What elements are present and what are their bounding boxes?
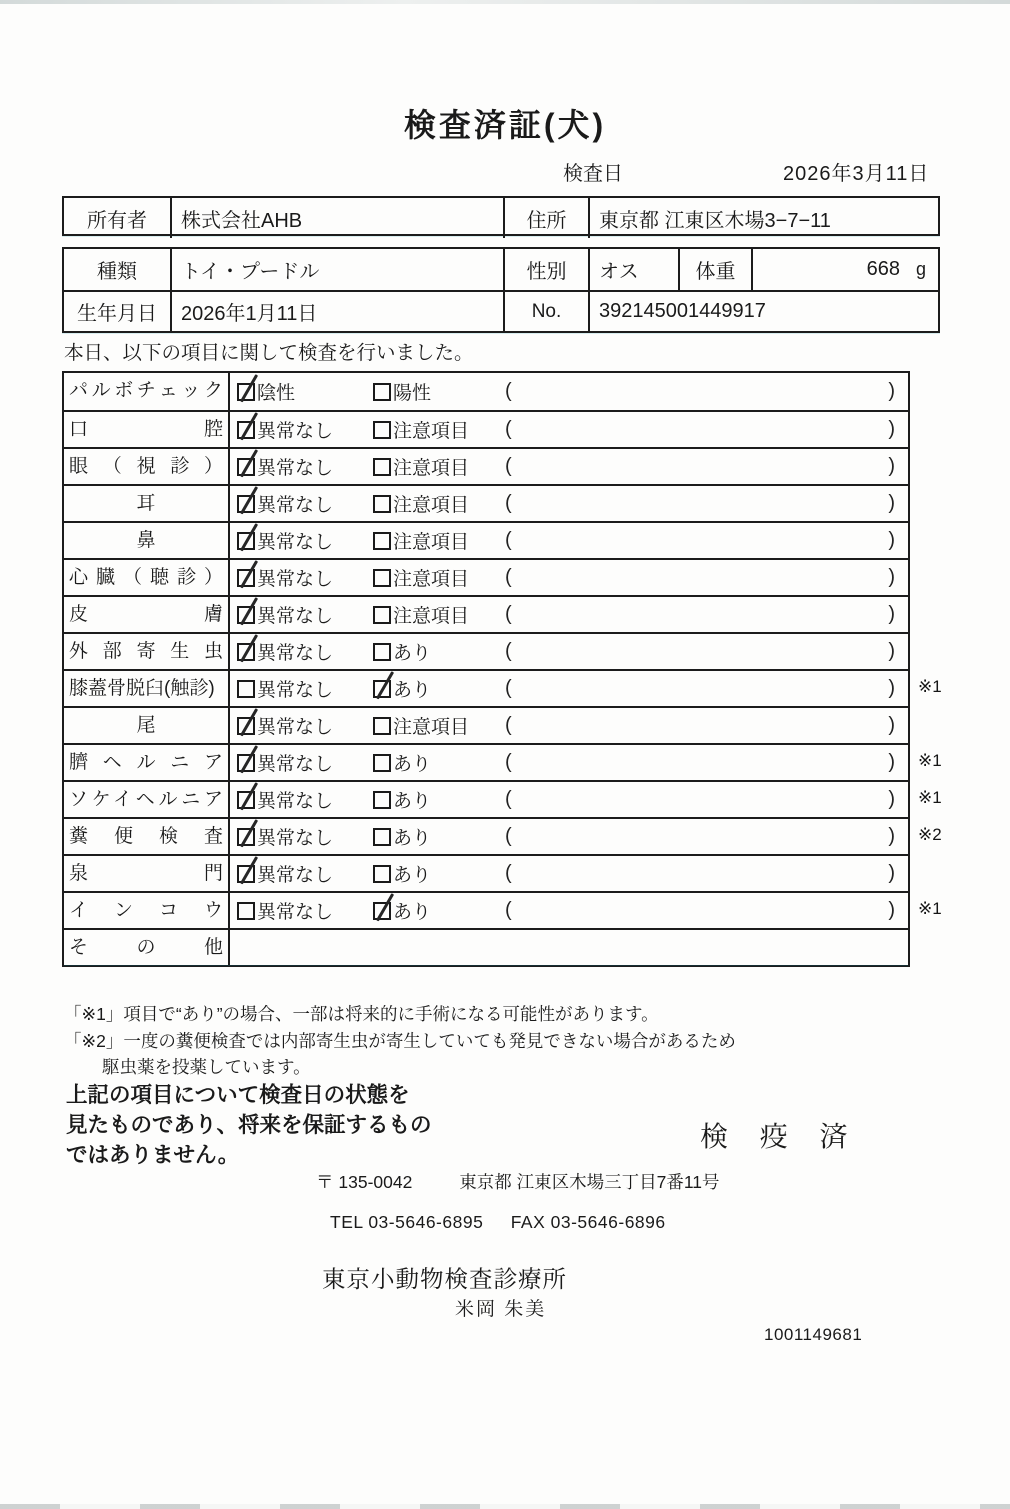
checklist-row: [64, 780, 942, 817]
option2-group: [373, 749, 505, 776]
weight-label: 体重: [678, 249, 751, 290]
paren-open: (: [505, 418, 512, 440]
clinic-tel-fax: [330, 1212, 666, 1233]
option2-checkbox: [373, 828, 391, 846]
remarks-parentheses: [505, 751, 908, 774]
option1-checkbox: [237, 383, 255, 401]
footnotes-block: [64, 1001, 736, 1081]
postal-code: 135-0042: [338, 1172, 413, 1192]
birthdate-label: 生年月日: [77, 303, 157, 325]
option2-group: [373, 527, 505, 554]
checklist-table: [62, 371, 942, 967]
checklist-item-label: 耳: [64, 486, 230, 521]
option1-label: 異常なし: [257, 828, 334, 849]
remarks-parentheses: [505, 714, 908, 737]
birth-no-row: [64, 290, 938, 331]
paren-open: (: [505, 751, 512, 773]
option1-checkbox: [237, 569, 255, 587]
checklist-row: [64, 558, 908, 595]
checklist-row: [64, 743, 942, 780]
paren-close: ): [888, 677, 895, 699]
option1-group: [237, 416, 373, 443]
no-value: 392145001449917: [588, 292, 938, 331]
option1-checkbox: [237, 458, 255, 476]
option2-checkbox: [373, 383, 391, 401]
option2-label: あり: [393, 754, 432, 775]
option2-label: あり: [393, 643, 432, 664]
option1-label: 異常なし: [257, 902, 334, 923]
option1-label: 異常なし: [257, 569, 334, 590]
option1-checkbox: [237, 421, 255, 439]
paren-open: (: [505, 455, 512, 477]
remarks-parentheses: [505, 418, 908, 441]
checklist-row-content: [230, 412, 908, 447]
checklist-row: [64, 410, 908, 447]
checklist-item-label: ソケイヘルニア: [64, 782, 230, 817]
reference-mark: ※2: [918, 825, 942, 844]
paren-open: (: [505, 899, 512, 921]
paren-open: (: [505, 788, 512, 810]
paren-open: (: [505, 862, 512, 884]
serial-number: 1001149681: [764, 1325, 863, 1344]
checklist-row: [64, 928, 908, 965]
option1-label: 異常なし: [257, 458, 334, 479]
scan-artifact-top-edge: [0, 0, 1010, 4]
checklist-item-label: 皮膚: [64, 597, 230, 632]
option1-group: [237, 786, 373, 813]
paren-open: (: [505, 603, 512, 625]
owner-row: [64, 198, 938, 238]
option1-label: 異常なし: [257, 495, 334, 516]
tel-number: 03-5646-6895: [368, 1212, 484, 1232]
paren-open: (: [505, 566, 512, 588]
veterinarian-name: 米岡 朱美: [455, 1299, 547, 1320]
paren-close: ): [888, 640, 895, 662]
clinic-address: 東京都 江東区木場三丁目7番11号: [459, 1172, 720, 1192]
checklist-row: [64, 854, 908, 891]
checklist-row-content: [230, 486, 908, 521]
option2-checkbox: [373, 902, 391, 920]
option2-label: 注意項目: [393, 606, 470, 627]
option1-checkbox: [237, 680, 255, 698]
footnote-2: 「※2」一度の糞便検査では内部寄生虫が寄生していても発見できない場合があるため: [64, 1030, 736, 1051]
checklist-row-content: [230, 856, 908, 891]
checklist-row-content: [230, 782, 908, 817]
paren-close: ): [888, 380, 895, 402]
reference-mark: ※1: [918, 788, 942, 807]
option2-label: 注意項目: [393, 458, 470, 479]
reference-mark: ※1: [918, 899, 942, 918]
paren-open: (: [505, 677, 512, 699]
checklist-item-label: その他: [64, 930, 230, 965]
checklist-item-label: 鼻: [64, 523, 230, 558]
no-label: No.: [503, 292, 588, 331]
option2-checkbox: [373, 532, 391, 550]
option2-checkbox: [373, 421, 391, 439]
remarks-parentheses: [505, 899, 908, 922]
page-title: 検査済証(犬): [403, 107, 607, 143]
paren-open: (: [505, 380, 512, 402]
paren-open: (: [505, 640, 512, 662]
checklist-row-content: [230, 523, 908, 558]
option1-checkbox: [237, 495, 255, 513]
option2-checkbox: [373, 754, 391, 772]
option2-label: あり: [393, 865, 432, 886]
checklist-row-content: [230, 819, 908, 854]
remarks-parentheses: [505, 492, 908, 515]
remarks-parentheses: [505, 566, 908, 589]
checklist-row-content: [230, 560, 908, 595]
option2-label: 注意項目: [393, 532, 470, 553]
paren-close: ): [888, 862, 895, 884]
option2-label: あり: [393, 791, 432, 812]
birthdate-value: 2026年1月11日: [170, 292, 503, 331]
clinic-name: 東京小動物検査診療所: [322, 1266, 567, 1292]
sex-value: オス: [588, 249, 678, 290]
option1-label: 異常なし: [257, 680, 334, 701]
option2-checkbox: [373, 865, 391, 883]
checklist-item-label: 泉門: [64, 856, 230, 891]
remarks-parentheses: [505, 455, 908, 478]
disclaimer-line-2: 見たものであり、将来を保証するもの: [66, 1113, 432, 1137]
option1-checkbox: [237, 606, 255, 624]
checklist-row: [64, 484, 908, 521]
paren-close: ): [888, 455, 895, 477]
option2-group: [373, 712, 505, 739]
option1-group: [237, 749, 373, 776]
breed-label: 種類: [97, 261, 137, 283]
checklist-row: [64, 521, 908, 558]
option1-label: 異常なし: [257, 606, 334, 627]
checklist-item-label: 外部寄生虫: [64, 634, 230, 669]
option2-label: 注意項目: [393, 569, 470, 590]
option2-label: あり: [393, 828, 432, 849]
option2-label: 注意項目: [393, 421, 470, 442]
option1-checkbox: [237, 828, 255, 846]
reference-mark: ※1: [918, 677, 942, 696]
option2-group: [373, 564, 505, 591]
option1-checkbox: [237, 532, 255, 550]
option2-label: あり: [393, 902, 432, 923]
paren-close: ): [888, 788, 895, 810]
disclaimer-line-1: 上記の項目について検査日の状態を: [66, 1083, 410, 1107]
remarks-parentheses: [505, 825, 908, 848]
footnote-2-continued: 駆虫薬を投薬しています。: [102, 1057, 311, 1077]
postal-mark: 〒: [316, 1172, 334, 1192]
option1-group: [237, 675, 373, 702]
checklist-row-content: [230, 373, 908, 410]
remarks-parentheses: [505, 677, 908, 700]
paren-close: ): [888, 566, 895, 588]
checklist-row-content: [230, 449, 908, 484]
option1-label: 異常なし: [257, 717, 334, 738]
option2-group: [373, 378, 505, 405]
checklist-row-content: [230, 671, 908, 706]
option2-label: 注意項目: [393, 495, 470, 516]
remarks-parentheses: [505, 529, 908, 552]
owner-table: [62, 196, 940, 236]
remarks-parentheses: [505, 603, 908, 626]
paren-close: ): [888, 418, 895, 440]
checklist-row-content: [230, 708, 908, 743]
paren-close: ): [888, 492, 895, 514]
quarantine-passed-stamp: 検 疫 済: [700, 1121, 860, 1152]
inspection-date-value: 2026年3月11日: [783, 163, 930, 185]
option2-label: 注意項目: [393, 717, 470, 738]
address-value: 東京都 江東区木場3−7−11: [588, 198, 938, 238]
reference-mark: ※1: [918, 751, 942, 770]
option1-group: [237, 453, 373, 480]
tel-label: TEL: [330, 1212, 363, 1232]
option2-group: [373, 675, 505, 702]
checklist-item-label: パルボチェック: [64, 373, 230, 410]
remarks-parentheses: [505, 788, 908, 811]
option2-group: [373, 897, 505, 924]
option1-checkbox: [237, 754, 255, 772]
option2-checkbox: [373, 569, 391, 587]
owner-label: 所有者: [87, 209, 147, 232]
option2-group: [373, 638, 505, 665]
option1-group: [237, 490, 373, 517]
sex-label: 性別: [503, 249, 588, 290]
option2-group: [373, 786, 505, 813]
fax-label: FAX: [510, 1212, 546, 1232]
option1-label: 陰性: [257, 383, 296, 404]
checklist-row-content: [230, 893, 908, 928]
option1-checkbox: [237, 643, 255, 661]
checklist-row: [64, 632, 908, 669]
checklist-item-label: 尾: [64, 708, 230, 743]
remarks-parentheses: [505, 640, 908, 663]
checklist-item-label: 口腔: [64, 412, 230, 447]
option1-group: [237, 897, 373, 924]
paren-open: (: [505, 492, 512, 514]
option2-checkbox: [373, 606, 391, 624]
checklist-row: [64, 447, 908, 484]
option1-label: 異常なし: [257, 643, 334, 664]
paren-close: ): [888, 529, 895, 551]
remarks-parentheses: [505, 862, 908, 885]
option2-label: あり: [393, 680, 432, 701]
option2-checkbox: [373, 458, 391, 476]
option1-checkbox: [237, 717, 255, 735]
animal-info-table: [62, 247, 940, 333]
option1-group: [237, 527, 373, 554]
option1-checkbox: [237, 902, 255, 920]
option1-label: 異常なし: [257, 754, 334, 775]
checklist-row: [64, 891, 942, 928]
paren-close: ): [888, 714, 895, 736]
option2-checkbox: [373, 680, 391, 698]
disclaimer-line-3: ではありません。: [66, 1143, 240, 1167]
clinic-postal-address: [316, 1169, 719, 1194]
option2-checkbox: [373, 791, 391, 809]
address-label: 住所: [503, 198, 588, 238]
paren-open: (: [505, 529, 512, 551]
checklist-row-content: [230, 930, 908, 965]
option2-group: [373, 823, 505, 850]
option1-group: [237, 860, 373, 887]
checklist-item-label: 心臓（聴診）: [64, 560, 230, 595]
inspection-date-label: 検査日: [563, 163, 623, 185]
checklist-item-label: 眼（視診）: [64, 449, 230, 484]
weight-unit: g: [915, 259, 926, 279]
breed-value: トイ・プードル: [170, 249, 503, 290]
paren-close: ): [888, 825, 895, 847]
checklist-item-label: 臍ヘルニア: [64, 745, 230, 780]
option2-checkbox: [373, 495, 391, 513]
checklist-row-content: [230, 745, 908, 780]
option1-group: [237, 638, 373, 665]
checklist-item-label: 膝蓋骨脱臼(触診): [64, 671, 230, 706]
option2-group: [373, 453, 505, 480]
checklist-item-label: インコウ: [64, 893, 230, 928]
option2-group: [373, 601, 505, 628]
checklist-row: [64, 373, 908, 410]
scan-artifact-bottom-edge: [0, 1504, 1010, 1509]
option2-checkbox: [373, 717, 391, 735]
option1-group: [237, 712, 373, 739]
checklist-row: [64, 669, 942, 706]
checklist-row: [64, 595, 908, 632]
checklist-row: [64, 817, 942, 854]
checklist-row: [64, 706, 908, 743]
option1-group: [237, 378, 373, 405]
breed-sex-weight-row: [64, 249, 938, 290]
option1-label: 異常なし: [257, 791, 334, 812]
weight-value: 668: [866, 258, 900, 280]
owner-value: 株式会社AHB: [170, 198, 503, 238]
option1-label: 異常なし: [257, 421, 334, 442]
disclaimer-paragraph: [66, 1080, 432, 1170]
paren-close: ): [888, 899, 895, 921]
option2-group: [373, 860, 505, 887]
option1-group: [237, 823, 373, 850]
paren-close: ): [888, 751, 895, 773]
option1-checkbox: [237, 791, 255, 809]
option2-checkbox: [373, 643, 391, 661]
remarks-parentheses: [505, 380, 908, 403]
option1-group: [237, 601, 373, 628]
option2-group: [373, 490, 505, 517]
option2-group: [373, 416, 505, 443]
weight-value-cell: [751, 249, 938, 290]
option2-label: 陽性: [393, 383, 432, 404]
paren-open: (: [505, 825, 512, 847]
option1-checkbox: [237, 865, 255, 883]
option1-label: 異常なし: [257, 865, 334, 886]
paren-open: (: [505, 714, 512, 736]
footnote-1: 「※1」項目で“あり”の場合、一部は将来的に手術になる可能性があります。: [64, 1004, 659, 1024]
checklist-item-label: 糞便検査: [64, 819, 230, 854]
checklist-row-content: [230, 597, 908, 632]
checklist-row-content: [230, 634, 908, 669]
fax-number: 03-5646-6896: [550, 1212, 666, 1232]
intro-sentence: 本日、以下の項目に関して検査を行いました。: [64, 342, 474, 364]
paren-close: ): [888, 603, 895, 625]
option1-label: 異常なし: [257, 532, 334, 553]
option1-group: [237, 564, 373, 591]
